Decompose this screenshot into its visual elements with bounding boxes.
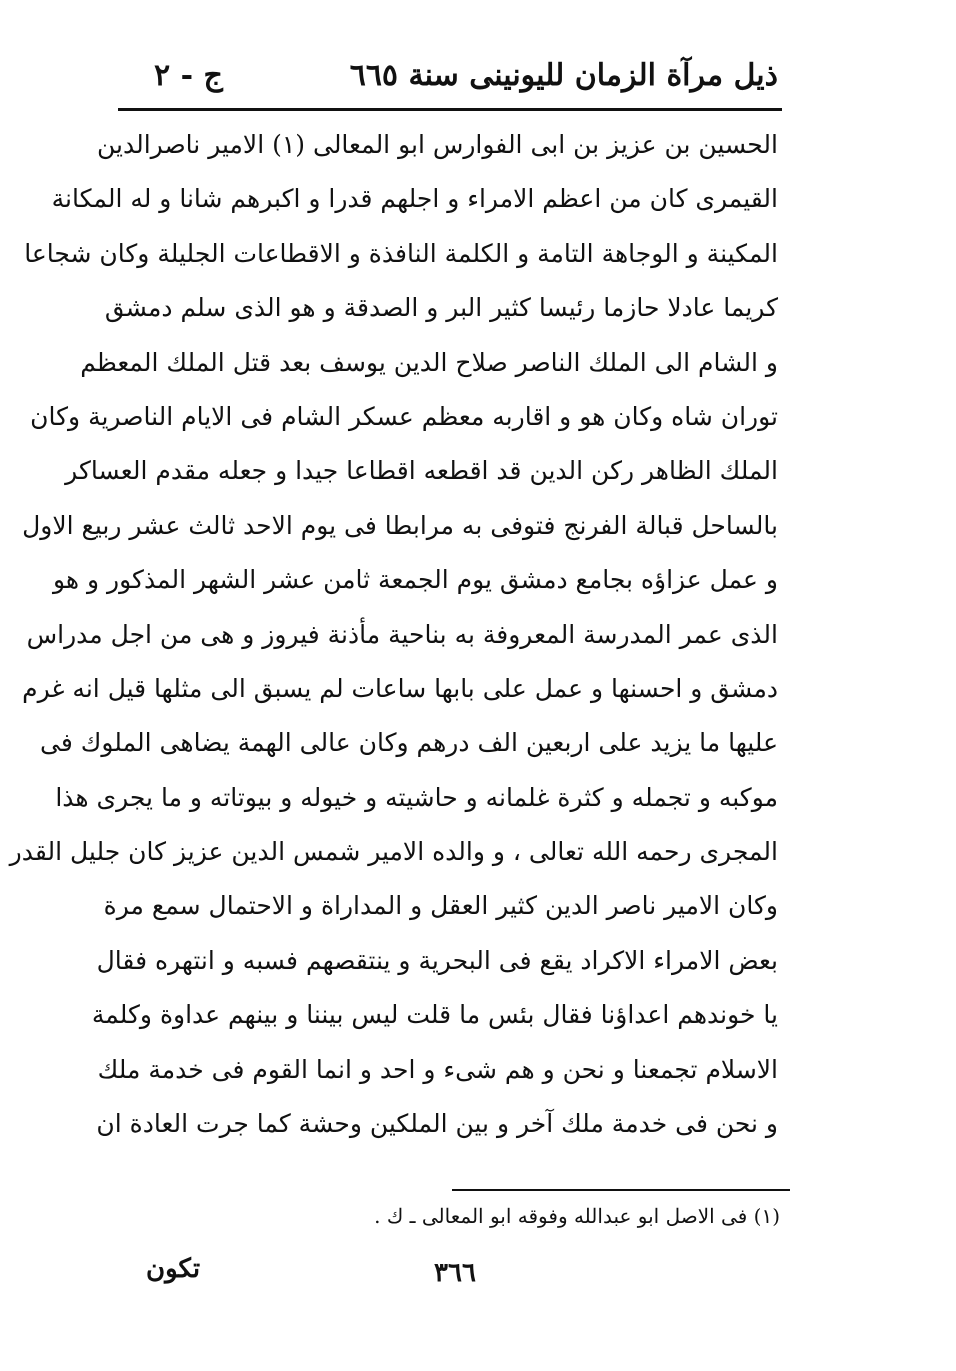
footnote-rule: [452, 1189, 790, 1191]
page-number: ٣٦٦: [434, 1258, 476, 1288]
text-line: دمشق و احسنها و عمل على بابها ساعات لم يسبق الى مثلها قيل انه غرم: [22, 673, 778, 703]
catchword: تكون: [146, 1254, 201, 1284]
text-line: و الشام الى الملك الناصر صلاح الدين يوسف بعد قتل الملك المعظم: [80, 347, 778, 377]
text-line: و نحن فى خدمة ملك آخر و بين الملكين وحشة كما جرت العادة ان: [96, 1109, 778, 1139]
volume-label: ج - ٢: [154, 58, 223, 93]
text-line: الذى عمر المدرسة المعروفة به بناحية مأذنة فيروز و هى من اجل مدراس: [26, 619, 778, 649]
text-line: و عمل عزاؤه بجامع دمشق يوم الجمعة ثامن عشر الشهر المذكور و هو: [52, 565, 778, 595]
page-header: [118, 52, 782, 102]
running-title: ذيل مرآة الزمان لليونينى سنة ٦٦٥: [349, 58, 778, 93]
text-line: المجرى رحمه الله تعالى ، و والده الامير شمس الدين عزيز كان جليل القدر: [9, 837, 778, 867]
text-line: توران شاه وكان هو و اقاربه معظم عسكر الشام فى الايام الناصرية وكان: [30, 401, 778, 431]
footnote: (١) فى الاصل ابو عبدالله وفوقه ابو المعالى ـ ك .: [374, 1204, 780, 1228]
text-line: يا خوندهم اعداؤنا فقال بئس ما قلت ليس بيننا و بينهم عداوة وكلمة: [91, 1000, 778, 1030]
text-line: كريما عادلا حازما رئيسا كثير البر و الصدقة و هو الذى سلم دمشق: [104, 293, 778, 323]
header-rule: [118, 108, 782, 111]
text-line: القيمرى كان من اعظم الامراء و اجلهم قدرا و اكبرهم شانا و له المكانة: [51, 184, 778, 214]
text-line: الاسلام تجمعنا و نحن و هم شىء و احد و انما القوم فى خدمة ملك: [97, 1054, 778, 1084]
body-text: [9, 118, 778, 1151]
text-line: وكان الامير ناصر الدين كثير العقل و المداراة و الاحتمال سمع مرة: [103, 891, 778, 921]
text-line: عليها ما يزيد على اربعين الف درهم وكان عالى الهمة يضاهى الملوك فى: [40, 728, 778, 758]
text-line: الملك الظاهر ركن الدين قد اقطعه اقطاعا جيدا و جعله مقدم العساكر: [65, 456, 778, 486]
text-line: المكينة و الوجاهة التامة و الكلمة النافذة و الاقطاعات الجليلة وكان شجاعا: [24, 238, 778, 268]
text-line: بعض الامراء الاكراد يقع فى البحرية و ينتقصهم فسبه و انتهره فقال: [96, 945, 778, 975]
text-line: بالساحل قبالة الفرنج فتوفى به مرابطا فى يوم الاحد ثالث عشر ربيع الاول: [22, 510, 778, 540]
text-line: الحسين بن عزيز بن ابى الفوارس ابو المعالى (١) الامير ناصرالدين: [96, 130, 778, 159]
text-line: موكبه و تجمله و كثرة غلمانه و حاشيته و خيوله و بيوتاته و ما يجرى هذا: [55, 782, 778, 812]
